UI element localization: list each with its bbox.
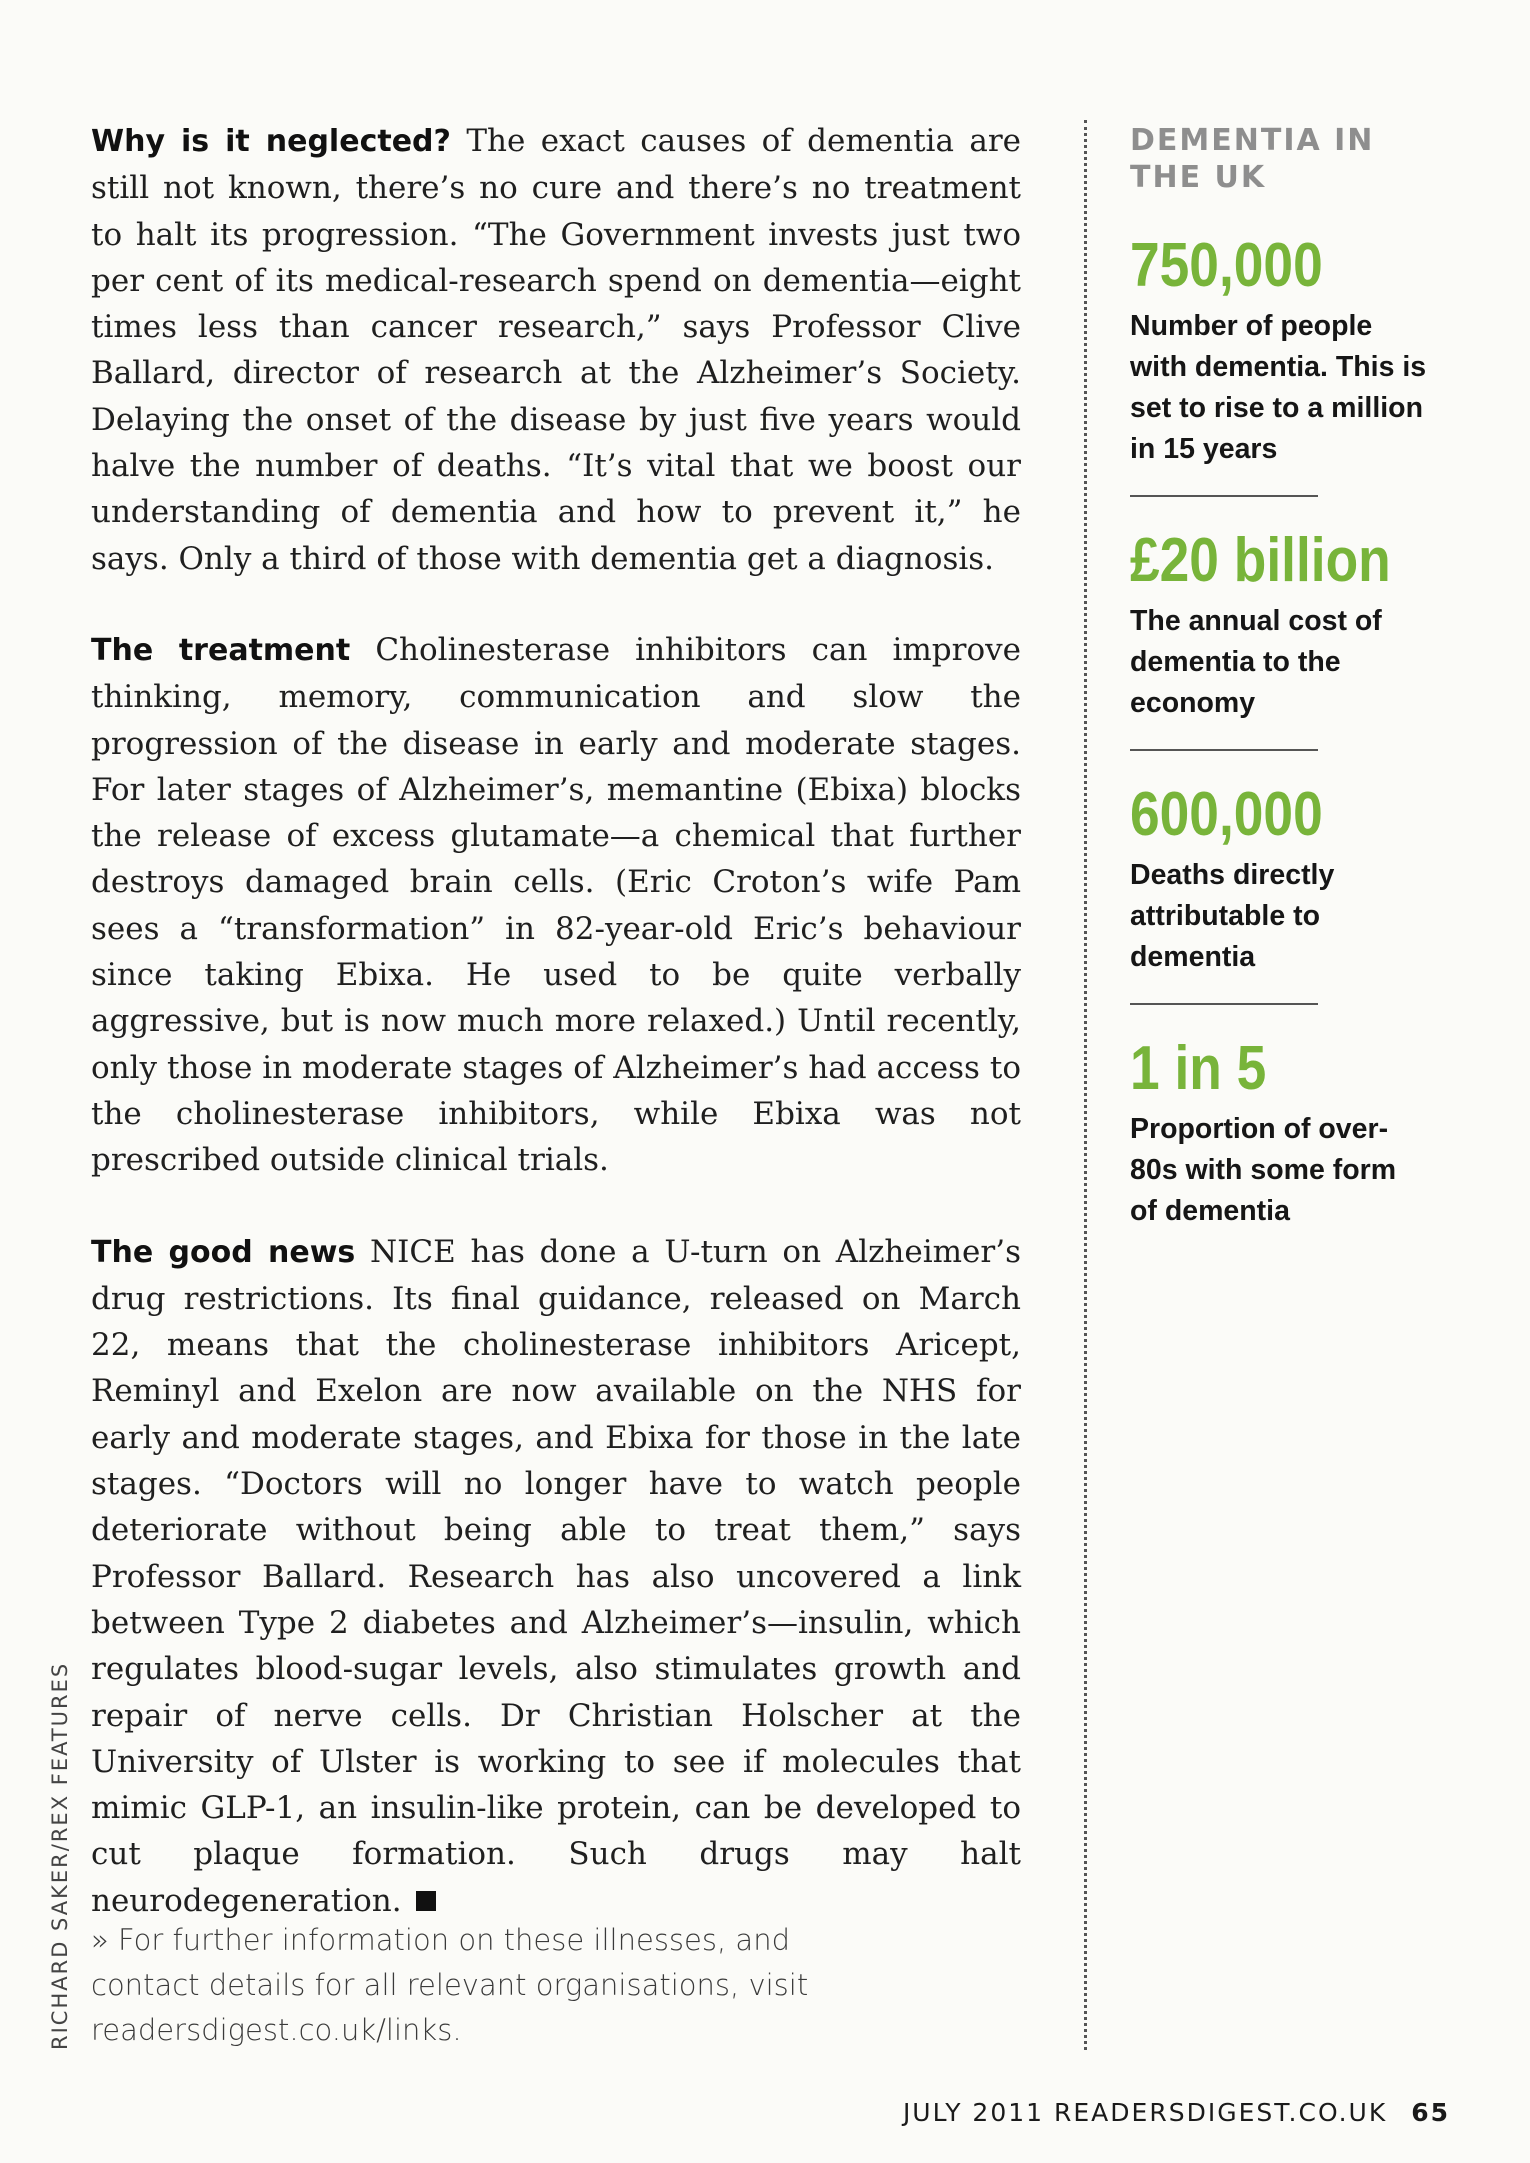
- stat-deaths: [1130, 781, 1430, 978]
- page-number: 65: [1411, 2098, 1450, 2127]
- stat-proportion-over-80s: [1130, 1035, 1430, 1232]
- issue-date: JULY 2011: [902, 2098, 1045, 2127]
- website: READERSDIGEST.CO.UK: [1054, 2098, 1388, 2127]
- paragraph-text: NICE has done a U-turn on Alzheimer’s drug restrictions. Its final guidance, released on March 22, means that the cholinesterase inhibitors Aricept, Reminyl and Exelon are now available on the NHS for early and moderate stages, and Ebixa for those in the late stages. “Doctors will no longer have to watch people deteriorate without being able to treat them,” says Professor Ballard. Research has also uncovered a link between Type 2 diabetes and Alzheimer’s—insulin, which regulates blood-sugar levels, also stimulates growth and repair of nerve cells. Dr Christian Holscher at the University of Ulster is working to see if molecules that mimic GLP-1, an insulin-like protein, can be developed to cut plaque formation. Such drugs may halt neurodegeneration.: [91, 1233, 1021, 1919]
- stat-description: Number of people with dementia. This is set to rise to a million in 15 years: [1130, 310, 1427, 465]
- stat-figure: 750,000: [1130, 231, 1323, 300]
- stat-figure: 1 in 5: [1130, 1034, 1267, 1103]
- stat-description: Proportion of over-80s with some form of dementia: [1130, 1113, 1397, 1227]
- paragraph-good-news: [91, 1229, 1021, 1924]
- stat-divider: [1130, 1003, 1318, 1005]
- column-divider: [1084, 120, 1087, 2050]
- page-footer: [903, 2098, 1450, 2127]
- paragraph-treatment: [91, 627, 1021, 1184]
- sidebar-title: DEMENTIA IN THE UK: [1130, 123, 1375, 195]
- stat-description: Deaths directly attributable to dementia: [1130, 859, 1335, 973]
- stat-annual-cost: [1130, 527, 1430, 724]
- paragraph-text: The exact causes of dementia are still not known, there’s no cure and there’s no treatment to halt its progression. “The Government invests just two per cent of its medical-research spend on dementia—eight times less than cancer research,” says Professor Clive Ballard, director of research at the Alzheimer’s Society. Delaying the onset of the disease by just five years would halve the number of deaths. “It’s vital that we boost our understanding of dementia and how to prevent it,” he says. Only a third of those with dementia get a diagnosis.: [91, 123, 1021, 577]
- stat-people-with-dementia: [1130, 232, 1430, 470]
- paragraph-why-neglected: [91, 118, 1021, 582]
- end-of-article-mark: [416, 1891, 436, 1911]
- article-body: [91, 118, 1021, 1969]
- stat-divider: [1130, 749, 1318, 751]
- stat-description: The annual cost of dementia to the economy: [1130, 605, 1382, 719]
- further-info-note: » For further information on these illnesses, and contact details for all relevant organisations, visit readersdigest.co.uk/links.: [91, 1923, 809, 2047]
- photo-credit: RICHARD SAKER/REX FEATURES: [48, 1661, 72, 2050]
- paragraph-text: Cholinesterase inhibitors can improve thinking, memory, communication and slow the progression of the disease in early and moderate stages. For later stages of Alzheimer’s, memantine (Ebixa) blocks the release of excess glutamate—a chemical that further destroys damaged brain cells. (Eric Croton’s wife Pam sees a “transformation” in 82-year-old Eric’s behaviour since taking Ebixa. He used to be quite verbally aggressive, but is now much more relaxed.) Until recently, only those in moderate stages of Alzheimer’s had access to the cholinesterase inhibitors, while Ebixa was not prescribed outside clinical trials.: [91, 631, 1021, 1179]
- stat-figure: £20 billion: [1130, 526, 1391, 595]
- stat-figure: 600,000: [1130, 780, 1323, 849]
- sidebar-dementia-stats: [1130, 122, 1430, 1232]
- paragraph-heading: The good news: [91, 1234, 356, 1270]
- paragraph-heading: Why is it neglected?: [91, 124, 451, 159]
- paragraph-heading: The treatment: [91, 632, 351, 668]
- stat-divider: [1130, 495, 1318, 497]
